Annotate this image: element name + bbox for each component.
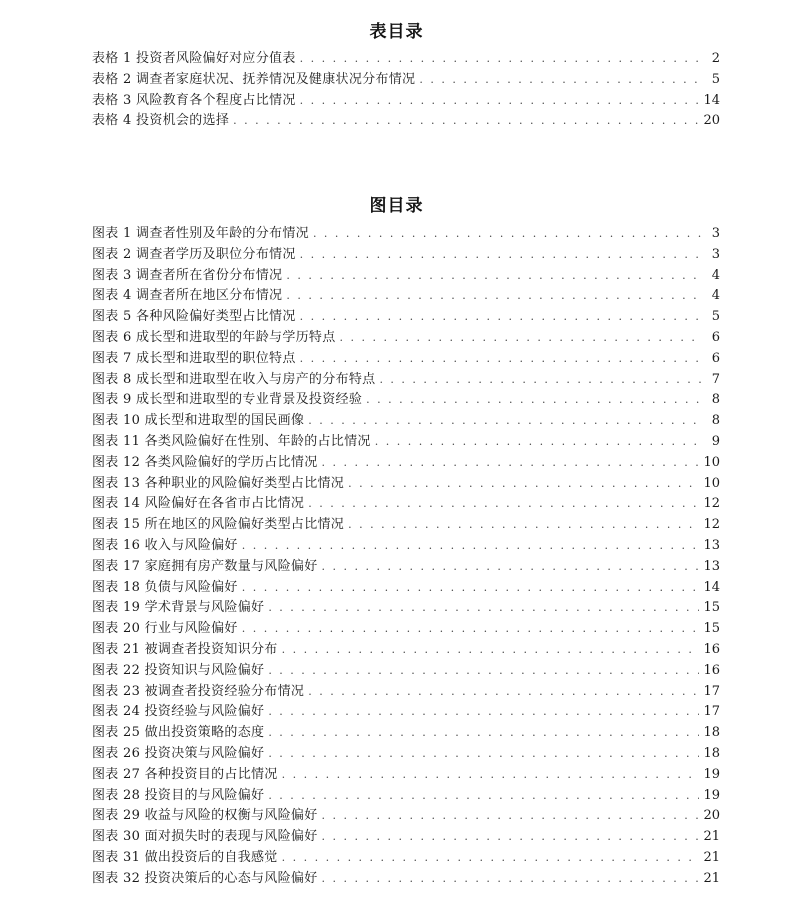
toc-entry-page-number: 10: [703, 454, 720, 470]
toc-entry[interactable]: [92, 515, 720, 536]
toc-entry-page-number: 8: [711, 413, 720, 429]
dot-leader: [242, 536, 700, 557]
dot-leader: [322, 869, 700, 890]
toc-entry-label: 图表 31 做出投资后的自我感觉: [92, 849, 278, 865]
dot-leader: [268, 598, 699, 619]
dot-leader: [282, 848, 700, 869]
toc-entry[interactable]: [92, 390, 720, 411]
toc-entry-page-number: 12: [703, 517, 720, 533]
toc-entry-page-number: 19: [703, 787, 720, 803]
toc-entry[interactable]: [92, 91, 720, 112]
toc-entry-page-number: 17: [703, 704, 720, 720]
toc-entry[interactable]: [92, 349, 720, 370]
dot-leader: [300, 307, 702, 328]
toc-entry-page-number: 18: [703, 725, 720, 741]
toc-entry-label: 表格 3 风险教育各个程度占比情况: [92, 92, 296, 108]
toc-entry-page-number: 2: [711, 51, 720, 66]
toc-entry-label: 图表 1 调查者性别及年龄的分布情况: [92, 226, 309, 241]
toc-entry-label: 图表 24 投资经验与风险偏好: [92, 704, 265, 720]
toc-entry-page-number: 5: [711, 309, 720, 325]
dot-leader: [348, 474, 699, 495]
toc-entry-label: 图表 22 投资知识与风险偏好: [92, 662, 265, 678]
toc-entry-page-number: 21: [703, 849, 720, 865]
toc-entry[interactable]: [92, 224, 720, 245]
toc-entry-label: 图表 4 调查者所在地区分布情况: [92, 288, 283, 304]
toc-entry-label: 图表 11 各类风险偏好在性别、年龄的占比情况: [92, 433, 371, 449]
dot-leader: [366, 390, 702, 411]
toc-entry-label: 图表 12 各类风险偏好的学历占比情况: [92, 454, 318, 470]
toc-entry[interactable]: [92, 328, 720, 349]
toc-entry-label: 图表 9 成长型和进取型的专业背景及投资经验: [92, 392, 363, 408]
toc-entry[interactable]: [92, 286, 720, 307]
toc-entry-label: 图表 3 调查者所在省份分布情况: [92, 267, 283, 283]
toc-entry-label: 图表 29 收益与风险的权衡与风险偏好: [92, 808, 318, 824]
dot-leader: [300, 91, 700, 112]
toc-entry[interactable]: [92, 827, 720, 848]
dot-leader: [286, 266, 702, 287]
toc-entry-label: 图表 27 各种投资目的占比情况: [92, 766, 278, 782]
dot-leader: [233, 111, 699, 132]
dot-leader: [300, 245, 702, 266]
dot-leader: [268, 744, 699, 765]
dot-leader: [268, 786, 699, 807]
toc-entry[interactable]: [92, 744, 720, 765]
toc-entry-page-number: 21: [703, 870, 720, 886]
toc-entry-label: 表格 2 调查者家庭状况、抚养情况及健康状况分布情况: [92, 71, 416, 87]
toc-entry-label: 图表 8 成长型和进取型在收入与房产的分布特点: [92, 371, 376, 387]
toc-entry[interactable]: [92, 411, 720, 432]
toc-entry[interactable]: [92, 640, 720, 661]
toc-entry-page-number: 20: [703, 808, 720, 824]
toc-entry-page-number: 18: [703, 745, 720, 761]
toc-entry[interactable]: [92, 245, 720, 266]
toc-entry-label: 图表 2 调查者学历及职位分布情况: [92, 246, 296, 262]
toc-entry-label: 图表 20 行业与风险偏好: [92, 621, 238, 637]
toc-entry-label: 表格 4 投资机会的选择: [92, 113, 230, 129]
dot-leader: [282, 765, 700, 786]
toc-entry-page-number: 6: [711, 350, 720, 366]
toc-entry[interactable]: [92, 682, 720, 703]
toc-entry[interactable]: [92, 619, 720, 640]
toc-entry[interactable]: [92, 598, 720, 619]
toc-entry[interactable]: [92, 869, 720, 890]
dot-leader: [375, 432, 702, 453]
toc-entry-page-number: 12: [703, 496, 720, 512]
toc-entry[interactable]: [92, 453, 720, 474]
dot-leader: [308, 494, 699, 515]
toc-entry[interactable]: [92, 474, 720, 495]
table-toc-title: 表目录: [369, 22, 424, 42]
dot-leader: [268, 723, 699, 744]
toc-entry[interactable]: [92, 70, 720, 91]
toc-entry-page-number: 14: [703, 579, 720, 595]
toc-entry-label: 表格 1 投资者风险偏好对应分值表: [92, 51, 296, 66]
toc-entry-page-number: 15: [703, 600, 720, 616]
toc-entry-label: 图表 6 成长型和进取型的年龄与学历特点: [92, 329, 336, 345]
toc-entry-label: 图表 21 被调查者投资知识分布: [92, 641, 278, 657]
dot-leader: [379, 370, 702, 391]
toc-entry[interactable]: [92, 494, 720, 515]
toc-entry[interactable]: [92, 307, 720, 328]
toc-entry-label: 图表 23 被调查者投资经验分布情况: [92, 683, 305, 699]
toc-entry-page-number: 15: [703, 621, 720, 637]
toc-entry-label: 图表 16 收入与风险偏好: [92, 537, 238, 553]
toc-entry-page-number: 13: [703, 537, 720, 553]
toc-entry-label: 图表 10 成长型和进取型的国民画像: [92, 413, 305, 429]
dot-leader: [242, 578, 700, 599]
toc-entry-page-number: 8: [711, 392, 720, 408]
figure-toc-list: [92, 224, 720, 890]
toc-entry[interactable]: [92, 536, 720, 557]
toc-entry-page-number: 4: [711, 288, 720, 304]
toc-entry-page-number: 6: [711, 329, 720, 345]
toc-entry-page-number: 4: [711, 267, 720, 283]
toc-entry-page-number: 14: [703, 92, 720, 108]
toc-entry[interactable]: [92, 370, 720, 391]
dot-leader: [286, 286, 702, 307]
toc-entry-page-number: 5: [711, 71, 720, 87]
dot-leader: [300, 49, 702, 70]
toc-entry[interactable]: [92, 765, 720, 786]
toc-entry[interactable]: [92, 49, 720, 70]
toc-entry[interactable]: [92, 702, 720, 723]
toc-entry-label: 图表 15 所在地区的风险偏好类型占比情况: [92, 517, 345, 533]
dot-leader: [308, 682, 699, 703]
dot-leader: [268, 702, 699, 723]
dot-leader: [419, 70, 702, 91]
toc-entry-label: 图表 5 各种风险偏好类型占比情况: [92, 309, 296, 325]
toc-entry-page-number: 10: [703, 475, 720, 491]
toc-entry[interactable]: [92, 661, 720, 682]
dot-leader: [313, 224, 702, 245]
toc-entry-page-number: 7: [711, 371, 720, 387]
toc-entry-label: 图表 7 成长型和进取型的职位特点: [92, 350, 296, 366]
toc-entry-label: 图表 17 家庭拥有房产数量与风险偏好: [92, 558, 318, 574]
toc-entry-label: 图表 14 风险偏好在各省市占比情况: [92, 496, 305, 512]
toc-entry-page-number: 3: [711, 246, 720, 262]
table-toc-list: [92, 49, 720, 132]
dot-leader: [282, 640, 700, 661]
toc-entry-page-number: 16: [703, 641, 720, 657]
dot-leader: [268, 661, 699, 682]
toc-entry-label: 图表 25 做出投资策略的态度: [92, 725, 265, 741]
toc-entry[interactable]: [92, 111, 720, 132]
toc-entry-label: 图表 19 学术背景与风险偏好: [92, 600, 265, 616]
toc-entry[interactable]: [92, 578, 720, 599]
dot-leader: [322, 453, 700, 474]
toc-entry[interactable]: [92, 557, 720, 578]
toc-entry-page-number: 17: [703, 683, 720, 699]
toc-entry-page-number: 9: [711, 433, 720, 449]
toc-entry-label: 图表 13 各种职业的风险偏好类型占比情况: [92, 475, 345, 491]
dot-leader: [242, 619, 700, 640]
toc-entry-label: 图表 26 投资决策与风险偏好: [92, 745, 265, 761]
toc-entry-page-number: 21: [703, 829, 720, 845]
toc-entry-page-number: 19: [703, 766, 720, 782]
toc-entry[interactable]: [92, 848, 720, 869]
dot-leader: [322, 557, 700, 578]
toc-entry[interactable]: [92, 786, 720, 807]
dot-leader: [322, 806, 700, 827]
toc-entry-label: 图表 30 面对损失时的表现与风险偏好: [92, 829, 318, 845]
dot-leader: [322, 827, 700, 848]
toc-entry-label: 图表 18 负债与风险偏好: [92, 579, 238, 595]
toc-entry[interactable]: [92, 723, 720, 744]
dot-leader: [300, 349, 702, 370]
toc-entry-page-number: 3: [711, 226, 720, 241]
toc-entry[interactable]: [92, 266, 720, 287]
toc-entry-page-number: 13: [703, 558, 720, 574]
toc-entry-label: 图表 28 投资目的与风险偏好: [92, 787, 265, 803]
toc-entry-label: 图表 32 投资决策后的心态与风险偏好: [92, 870, 318, 886]
toc-entry[interactable]: [92, 432, 720, 453]
toc-entry-page-number: 16: [703, 662, 720, 678]
dot-leader: [340, 328, 702, 349]
figure-toc-title: 图目录: [369, 196, 424, 216]
toc-entry-page-number: 20: [703, 113, 720, 129]
dot-leader: [308, 411, 702, 432]
toc-entry[interactable]: [92, 806, 720, 827]
dot-leader: [348, 515, 699, 536]
